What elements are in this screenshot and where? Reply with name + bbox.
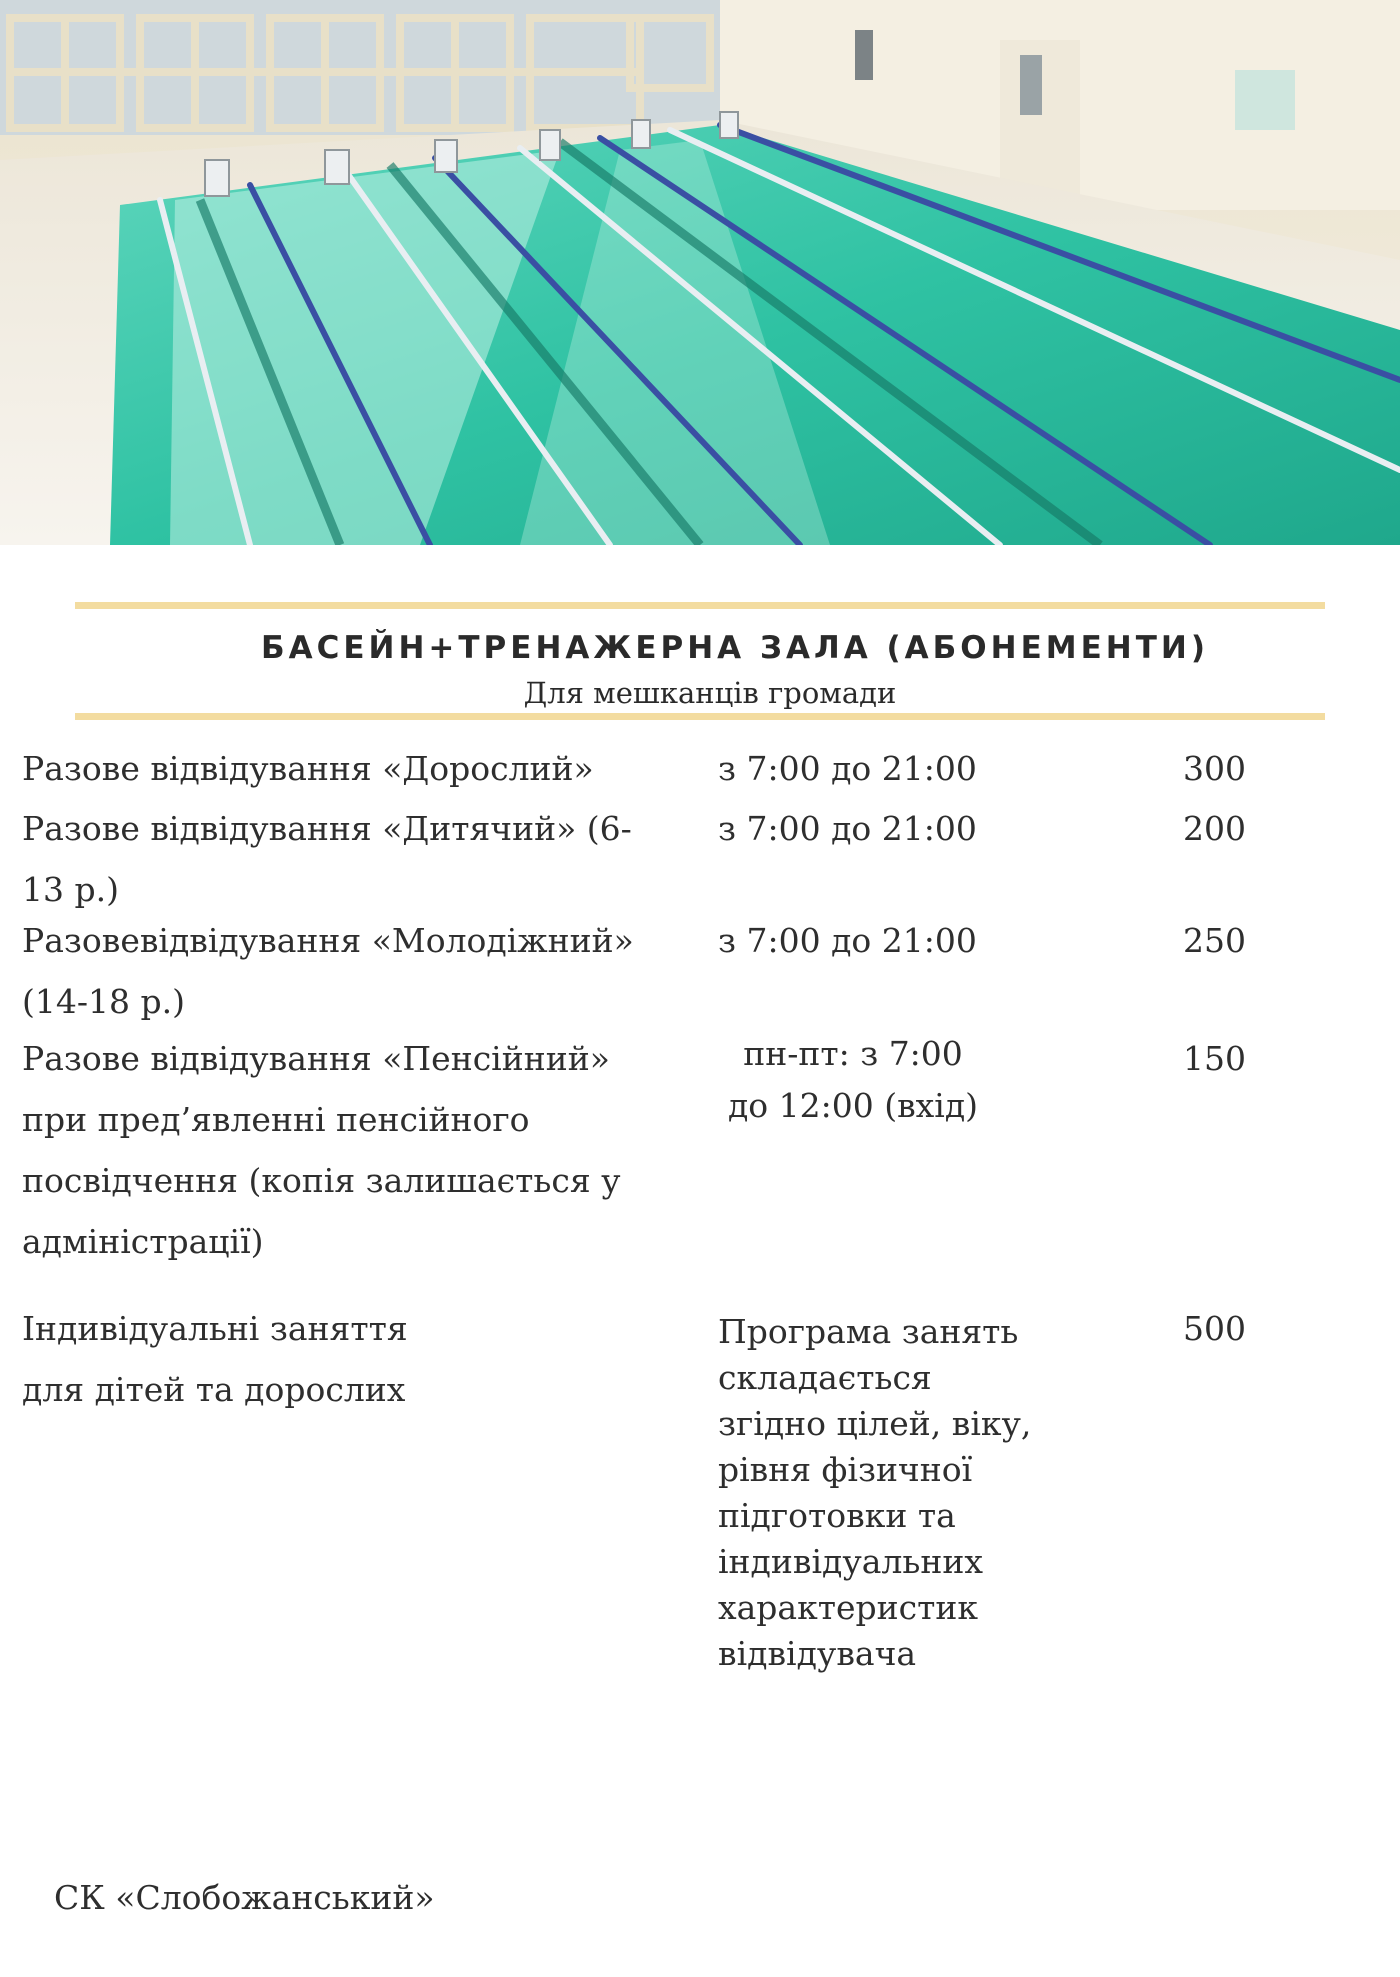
price-row-time: з 7:00 до 21:00 xyxy=(718,921,977,960)
header-top-rule xyxy=(75,602,1325,609)
price-row-price: 200 xyxy=(1183,809,1246,848)
page-title: БАСЕЙН+ТРЕНАЖЕРНА ЗАЛА (АБОНЕМЕНТИ) xyxy=(261,630,1209,666)
price-row-price: 250 xyxy=(1183,921,1246,960)
price-row-name: Індивідуальні заняття для дітей та дорослих xyxy=(22,1309,408,1409)
organization-name: СК «Слобожанський» xyxy=(54,1878,435,1917)
hero-pool-photo xyxy=(0,0,1400,545)
price-row-time: з 7:00 до 21:00 xyxy=(718,809,977,848)
price-row-name: Разове відвідування «Дорослий» xyxy=(22,749,594,788)
price-row-price: 500 xyxy=(1183,1309,1246,1348)
page-subtitle: Для мешканців громади xyxy=(523,676,897,710)
price-row-time: з 7:00 до 21:00 xyxy=(718,749,977,788)
price-row-name: Разове відвідування «Дитячий» (6-13 р.) xyxy=(22,809,632,909)
header-bottom-rule xyxy=(75,713,1325,720)
price-row-price: 300 xyxy=(1183,749,1246,788)
price-row-name: Разовевідвідування «Молодіжний» (14-18 р.) xyxy=(22,921,634,1021)
price-row-name: Разове відвідування «Пенсійний» при пред’явленні пенсійного посвідчення (копія залишається у адміністрації) xyxy=(22,1039,621,1261)
price-row-time: пн-пт: з 7:00 до 12:00 (вхід) xyxy=(727,1034,979,1125)
price-row-time: Програма занять складається згідно цілей, віку, рівня фізичної підготовки та індивідуальних характеристик відвідувача xyxy=(718,1312,1032,1673)
price-row-price: 150 xyxy=(1183,1039,1246,1078)
